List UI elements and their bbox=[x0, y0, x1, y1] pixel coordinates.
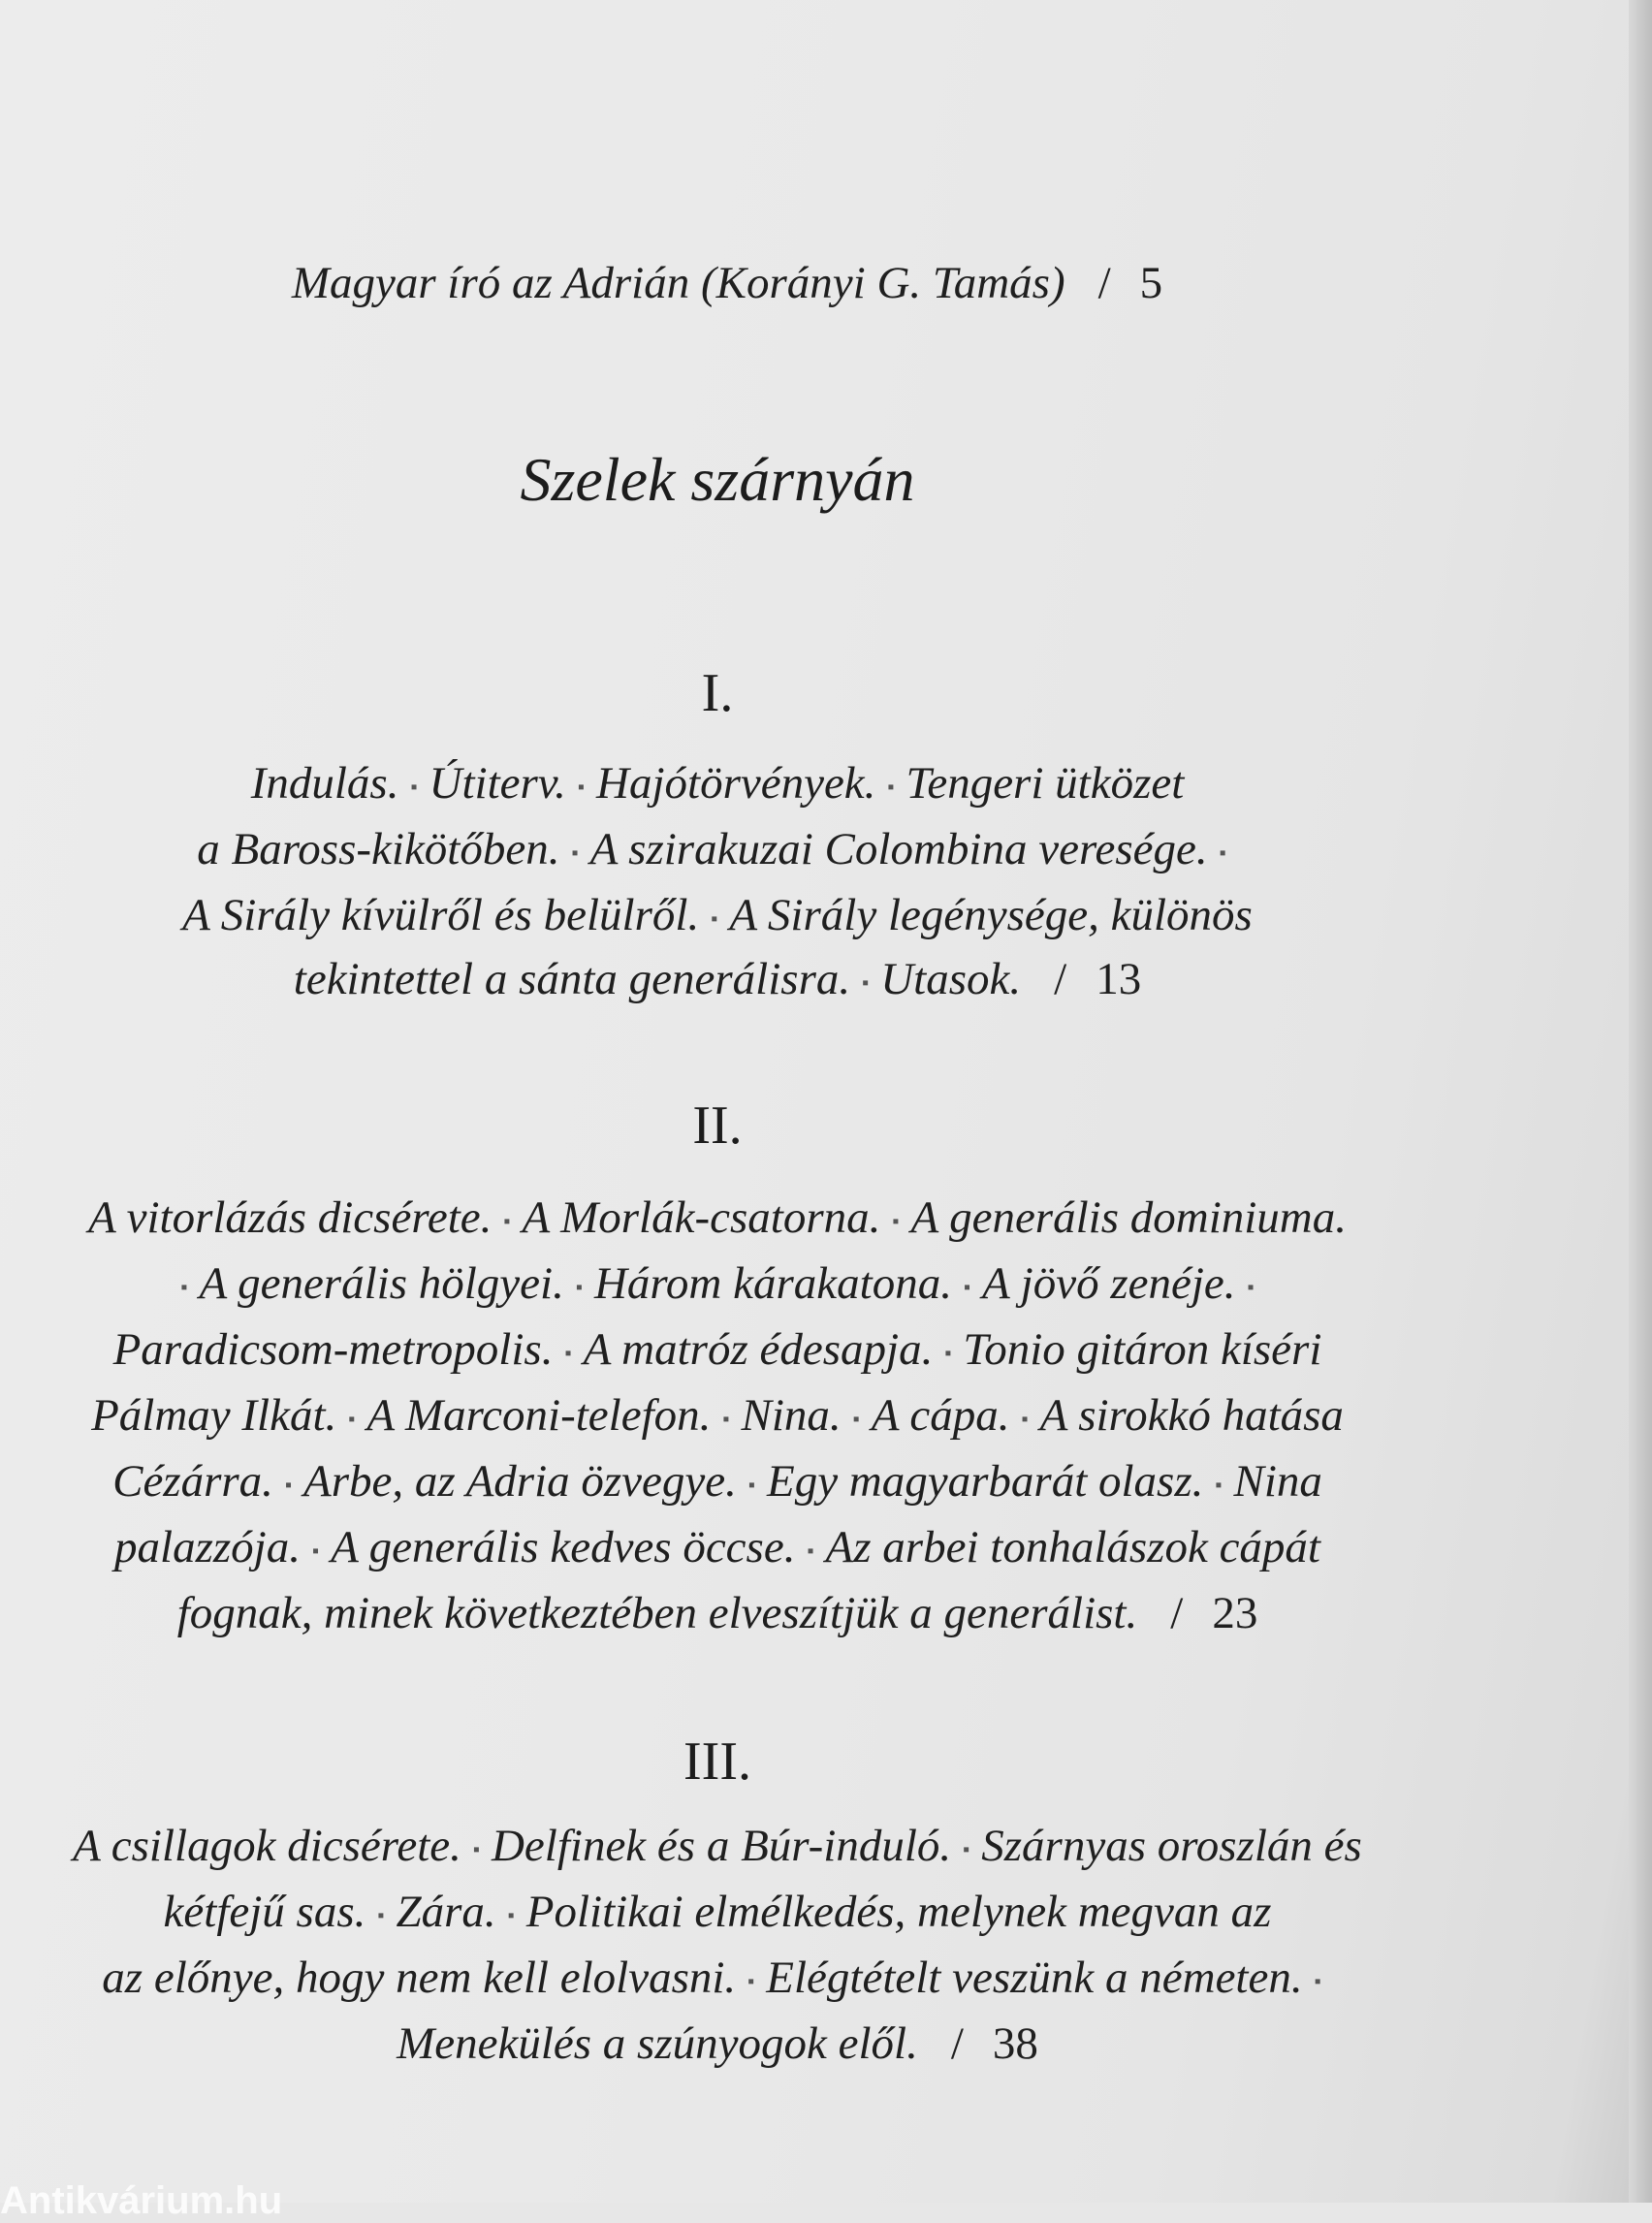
site-watermark: Antikvárium.hu bbox=[0, 2179, 283, 2222]
bullet-separator: ▪ bbox=[963, 1839, 970, 1861]
chapter-3-page-number: 38 bbox=[992, 2018, 1038, 2069]
chapter-1-line-4: tekintettel a sánta generálisra. ▪ Utasok. / 13 bbox=[0, 950, 1435, 1012]
page-edge bbox=[1629, 0, 1652, 2203]
bullet-separator: ▪ bbox=[1314, 1971, 1321, 1993]
bullet-separator: ▪ bbox=[571, 842, 579, 865]
chapter-3-line-3: az előnye, hogy nem kell elolvasni. ▪ Elégtételt veszünk a németen. ▪ bbox=[0, 1949, 1435, 2011]
chapter-1-line-2: a Baross-kikötőben. ▪ A szirakuzai Colombina veresége. ▪ bbox=[0, 820, 1435, 882]
bullet-separator: ▪ bbox=[887, 777, 895, 799]
bullet-separator: ▪ bbox=[507, 1905, 515, 1927]
intro-page-number: 5 bbox=[1139, 258, 1163, 308]
bullet-separator: ▪ bbox=[1219, 842, 1226, 865]
bullet-separator: ▪ bbox=[963, 1277, 971, 1299]
bullet-separator: ▪ bbox=[1215, 1475, 1223, 1497]
chapter-2-line-5: Cézárra. ▪ Arbe, az Adria özvegye. ▪ Egy magyarbarát olasz. ▪ Nina bbox=[0, 1452, 1435, 1514]
bullet-separator: ▪ bbox=[577, 777, 586, 799]
chapter-3-line-2: kétfejű sas. ▪ Zára. ▪ Politikai elmélkedés, melynek megvan az bbox=[0, 1883, 1435, 1945]
chapter-1-line-3: A Sirály kívülről és belülről. ▪ A Sirály legénysége, különös bbox=[0, 886, 1435, 948]
chapter-2-line-4: Pálmay Ilkát. ▪ A Marconi-telefon. ▪ Nina. ▪ A cápa. ▪ A sirokkó hatása bbox=[0, 1386, 1435, 1448]
bullet-separator: ▪ bbox=[892, 1211, 900, 1233]
bullet-separator: ▪ bbox=[284, 1475, 293, 1497]
bullet-separator: ▪ bbox=[472, 1839, 480, 1861]
chapter-1-numeral: I. bbox=[701, 663, 734, 723]
bullet-separator: ▪ bbox=[1021, 1409, 1029, 1431]
bullet-separator: ▪ bbox=[1247, 1277, 1255, 1299]
chapter-3-line-1: A csillagok dicsérete. ▪ Delfinek és a Búr-induló. ▪ Szárnyas oroszlán és bbox=[0, 1817, 1435, 1879]
bullet-separator: ▪ bbox=[564, 1343, 572, 1365]
bullet-separator: ▪ bbox=[711, 908, 718, 931]
bullet-separator: ▪ bbox=[410, 777, 418, 799]
chapter-2-line-2: ▪ A generális hölgyei. ▪ Három kárakatona. ▪ A jövő zenéje. ▪ bbox=[0, 1254, 1435, 1317]
bullet-separator: ▪ bbox=[377, 1905, 385, 1927]
chapter-1-page-number: 13 bbox=[1096, 954, 1142, 1004]
section-title: Szelek szárnyán bbox=[520, 445, 915, 514]
bullet-separator: ▪ bbox=[862, 972, 870, 995]
chapter-2-page-number: 23 bbox=[1212, 1588, 1258, 1638]
chapter-2-numeral: II. bbox=[692, 1096, 743, 1156]
chapter-2-line-3: Paradicsom-metropolis. ▪ A matróz édesapja. ▪ Tonio gitáron kíséri bbox=[0, 1320, 1435, 1382]
bullet-separator: ▪ bbox=[503, 1211, 511, 1233]
chapter-2-line-1: A vitorlázás dicsérete. ▪ A Morlák-csatorna. ▪ A generális dominiuma. bbox=[0, 1189, 1435, 1251]
bullet-separator: ▪ bbox=[348, 1409, 356, 1431]
bullet-separator: ▪ bbox=[807, 1540, 814, 1563]
chapter-2-line-6: palazzója. ▪ A generális kedves öccse. ▪ Az arbei tonhalászok cápát bbox=[0, 1518, 1435, 1580]
intro-title: Magyar író az Adrián (Korányi G. Tamás) bbox=[291, 258, 1065, 308]
bullet-separator: ▪ bbox=[852, 1409, 860, 1431]
chapter-2-line-7: fognak, minek következtében elveszítjük a generálist. / 23 bbox=[176, 1588, 1258, 1638]
chapter-1-line-1: Indulás. ▪ Útiterv. ▪ Hajótörvények. ▪ Tengeri ütközet bbox=[0, 754, 1435, 816]
bullet-separator: ▪ bbox=[944, 1343, 952, 1365]
bullet-separator: ▪ bbox=[180, 1277, 188, 1299]
bullet-separator: ▪ bbox=[747, 1475, 755, 1497]
bullet-separator: ▪ bbox=[575, 1277, 583, 1299]
chapter-3-line-4: Menekülés a szúnyogok elől. / 38 bbox=[397, 2018, 1038, 2069]
bullet-separator: ▪ bbox=[747, 1971, 755, 1993]
bullet-separator: ▪ bbox=[722, 1409, 730, 1431]
chapter-3-numeral: III. bbox=[683, 1731, 751, 1792]
intro-entry: Magyar író az Adrián (Korányi G. Tamás) / 5 bbox=[291, 258, 1163, 308]
bullet-separator: ▪ bbox=[311, 1540, 320, 1563]
